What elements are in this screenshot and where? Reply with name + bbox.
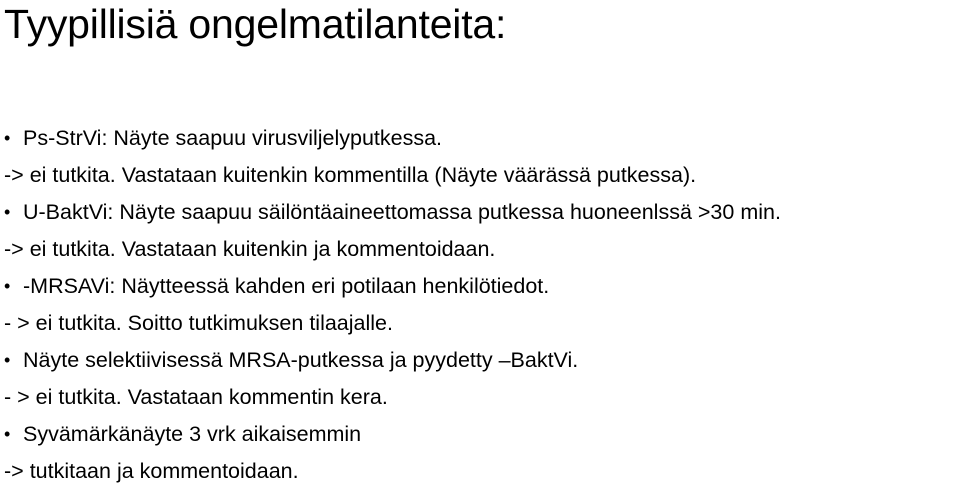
- bullet-icon: •: [4, 350, 11, 370]
- line-text: Ps-StrVi: Näyte saapuu virusviljelyputkessa.: [23, 126, 443, 150]
- list-item-note: [0, 231, 960, 268]
- list-item-bullet: [0, 268, 960, 305]
- line-text: Näyte selektiivisessä MRSA-putkessa ja pyydetty –BaktVi.: [23, 348, 579, 372]
- slide-title: Tyypillisiä ongelmatilanteita:: [4, 1, 507, 47]
- list-item-bullet: [0, 342, 960, 379]
- bullet-icon: •: [4, 424, 11, 444]
- line-text: - > ei tutkita. Vastataan kommentin kera.: [4, 385, 388, 409]
- list-item-note: [0, 157, 960, 194]
- line-text: -> ei tutkita. Vastataan kuitenkin ja kommentoidaan.: [4, 237, 496, 261]
- bullet-icon: •: [4, 202, 11, 222]
- list-item-bullet: [0, 416, 960, 453]
- list-item-note: [0, 379, 960, 416]
- line-text: U-BaktVi: Näyte saapuu säilöntäaineettomassa putkessa huoneenlssä >30 min.: [23, 200, 781, 224]
- list-item-note: [0, 305, 960, 342]
- line-text: -MRSAVi: Näytteessä kahden eri potilaan henkilötiedot.: [23, 274, 550, 298]
- line-text: Syvämärkänäyte 3 vrk aikaisemmin: [23, 422, 362, 446]
- line-text: -> ei tutkita. Vastataan kuitenkin kommentilla (Näyte väärässä putkessa).: [4, 163, 697, 187]
- line-text: -> tutkitaan ja kommentoidaan.: [4, 459, 299, 483]
- bullet-icon: •: [4, 128, 11, 148]
- list-item-bullet: [0, 194, 960, 231]
- list-item-note: [0, 453, 960, 490]
- content-list: [0, 120, 960, 490]
- bullet-icon: •: [4, 276, 11, 296]
- line-text: - > ei tutkita. Soitto tutkimuksen tilaajalle.: [4, 311, 393, 335]
- list-item-bullet: [0, 120, 960, 157]
